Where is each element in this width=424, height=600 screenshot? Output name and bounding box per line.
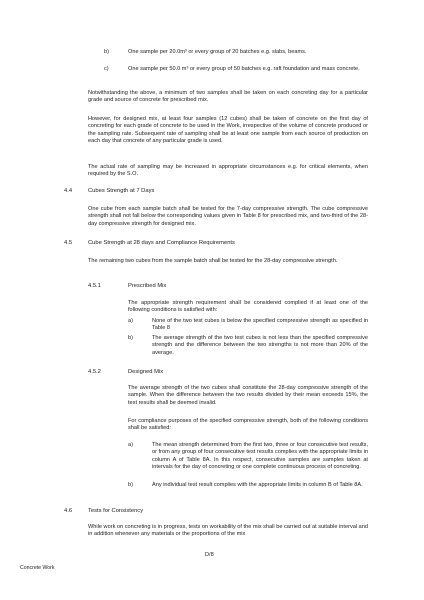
section-4-4-body: One cube from each sample batch shall be tested for the 7-day compressive strength. The cube compressive strength shall not fall below the corresponding values given in Table 8 for prescribed mix, and two-third of the 28-day compressive strength for designed mix. (88, 206, 368, 227)
section-4-5-2-body: The average strength of the two cubes shall constitute the 28-day compressive strength of the sample. When the difference between the two results divided by their mean exceeds 15%, the test results shall be deemed invalid. (128, 385, 368, 406)
prescribed-item-b-text: The average strength of the two test cubes is not less than the specified compressive strength and the difference between the two strengths is not more than 20% of the average. (152, 335, 368, 356)
item-b-label: b) (104, 49, 109, 55)
designed-item-a-label: a) (128, 442, 133, 448)
section-4-5-2-title: Designed Mix (128, 369, 164, 375)
para-notwithstanding: Notwithstanding the above, a minimum of two samples shall be taken on each concreting day for a particular grade and source of concrete for prescribed mix. (88, 90, 368, 104)
item-b-text: One sample per 20.0m³ or every group of 20 batches e.g. slabs, beams. (128, 49, 307, 55)
footer-chapter: Concrete Work (20, 565, 55, 571)
section-4-5-1-body: The appropriate strength requirement shall be considered complied if at least one of the following conditions is satisfied with: (128, 300, 368, 314)
section-4-5-2-number: 4.5.2 (88, 369, 101, 375)
item-c-label: c) (104, 66, 109, 72)
prescribed-item-b-label: b) (128, 335, 133, 341)
para-designed-mix: However, for designed mix, at least four samples (12 cubes) shall be taken of concrete on the first day of concreting for each grade of concrete to be used in the Work, irrespective of the volume of concrete produced or the sampling rate. Subsequent rate of sampling shall be at least one sample from each source of production on each day that concrete of any particular grade is used. (88, 116, 368, 145)
section-4-5-1-title: Prescribed Mix (128, 283, 167, 289)
section-4-6-body: While work on concreting is in progress, tests on workability of the mix shall be carried out at suitable interval and in addition whenever any materials or the proportions of the mix (88, 524, 368, 538)
section-4-4-number: 4.4 (64, 188, 73, 194)
section-4-5-body: The remaining two cubes from the sample batch shall be tested for the 28-day compressive strength. (88, 258, 338, 264)
section-4-5-title: Cube Strength at 28 days and Compliance Requirements (88, 240, 235, 246)
designed-item-b-label: b) (128, 482, 133, 488)
prescribed-item-a-text: None of the two test cubes is below the specified compressive strength as specified in Table 8 (152, 318, 368, 332)
item-c-text: One sample per 50.0 m³ or every group of 50 batches e.g. raft foundation and mass concrete. (128, 66, 360, 72)
section-4-5-2-body2: For compliance purposes of the specified compressive strength, both of the following conditions shall be satisfied: (128, 418, 368, 432)
section-4-5-1-number: 4.5.1 (88, 283, 101, 289)
para-actual-rate: The actual rate of sampling may be increased in appropriate circumstances e.g. for critical elements, when required by the S.O. (88, 164, 368, 178)
designed-item-a-text: The mean strength determined from the first two, three or four consecutive test results, or from any group of four consecutive test results complies with the appropriate limits in column A of Table 8A. In this respect, consecutive samples are samples taken at intervals for the day of concreting or one complete continuous process of concreting. (152, 442, 368, 471)
section-4-6-title: Tests for Consistency (88, 508, 144, 514)
section-4-4-title: Cubes Strength at 7 Days (88, 188, 155, 194)
designed-item-b-text: Any individual test result complies with the appropriate limits in column B of Table 8A. (152, 482, 363, 488)
prescribed-item-a-label: a) (128, 318, 133, 324)
section-4-5-number: 4.5 (64, 240, 73, 246)
section-4-6-number: 4.6 (64, 508, 73, 514)
page-number: D/8 (205, 552, 214, 558)
